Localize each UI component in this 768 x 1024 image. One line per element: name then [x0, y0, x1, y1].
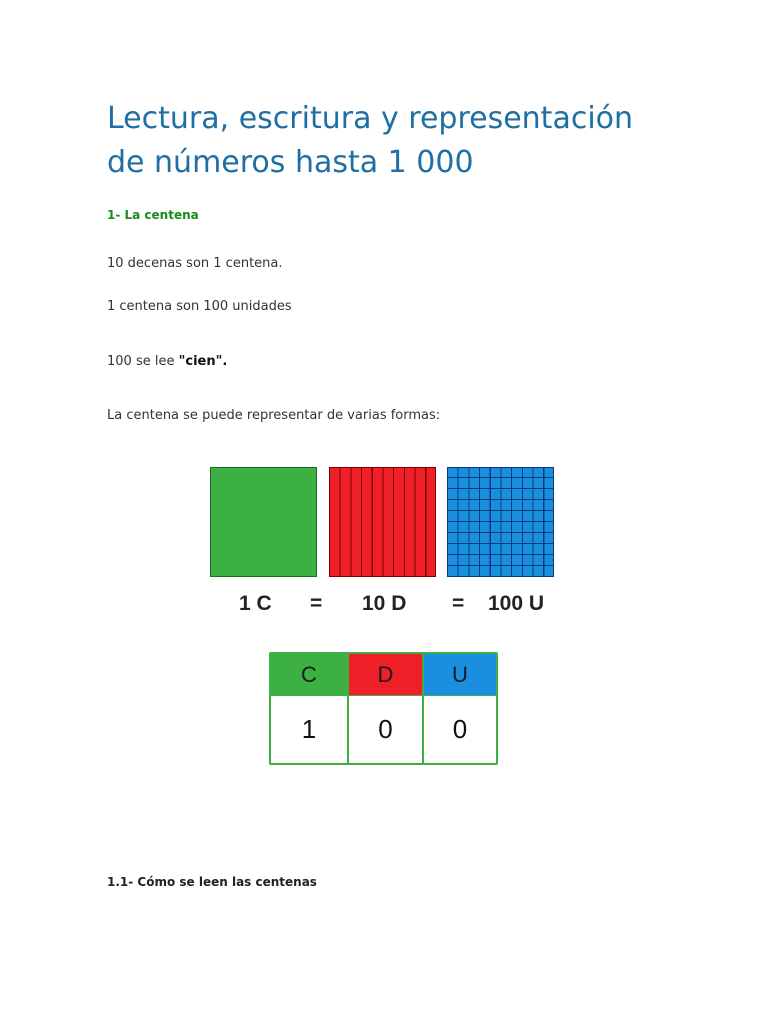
table-header-d: D: [347, 654, 422, 695]
table-value-u: 0: [422, 695, 496, 763]
equation-equals-1: =: [310, 592, 323, 615]
equation-term-unidades: 100 U: [488, 592, 545, 615]
equation-term-decenas: 10 D: [362, 592, 407, 615]
title-line-2: de números hasta 1 000: [107, 145, 474, 180]
centena-block: [210, 467, 317, 577]
decenas-block: [329, 467, 436, 577]
table-header-c: C: [271, 654, 347, 695]
table-value-d: 0: [347, 695, 422, 763]
unidades-block: [447, 467, 554, 577]
section-heading-como-se-leen: 1.1- Cómo se leen las centenas: [107, 875, 317, 889]
section-heading-la-centena: 1- La centena: [107, 208, 199, 222]
paragraph-decenas: 10 decenas son 1 centena.: [107, 256, 283, 271]
se-lee-word: "cien".: [178, 354, 228, 369]
page-title: [107, 97, 707, 185]
title-line-1: Lectura, escritura y representación: [107, 101, 634, 136]
se-lee-prefix: 100 se lee: [107, 354, 179, 369]
paragraph-representar: La centena se puede representar de varias formas:: [107, 408, 441, 423]
paragraph-se-lee: [107, 354, 227, 369]
place-value-table: [269, 652, 498, 765]
equation-equals-2: =: [452, 592, 465, 615]
paragraph-unidades: 1 centena son 100 unidades: [107, 299, 292, 314]
table-value-c: 1: [271, 695, 347, 763]
table-header-u: U: [422, 654, 496, 695]
equation-term-centena: 1 C: [239, 592, 272, 615]
